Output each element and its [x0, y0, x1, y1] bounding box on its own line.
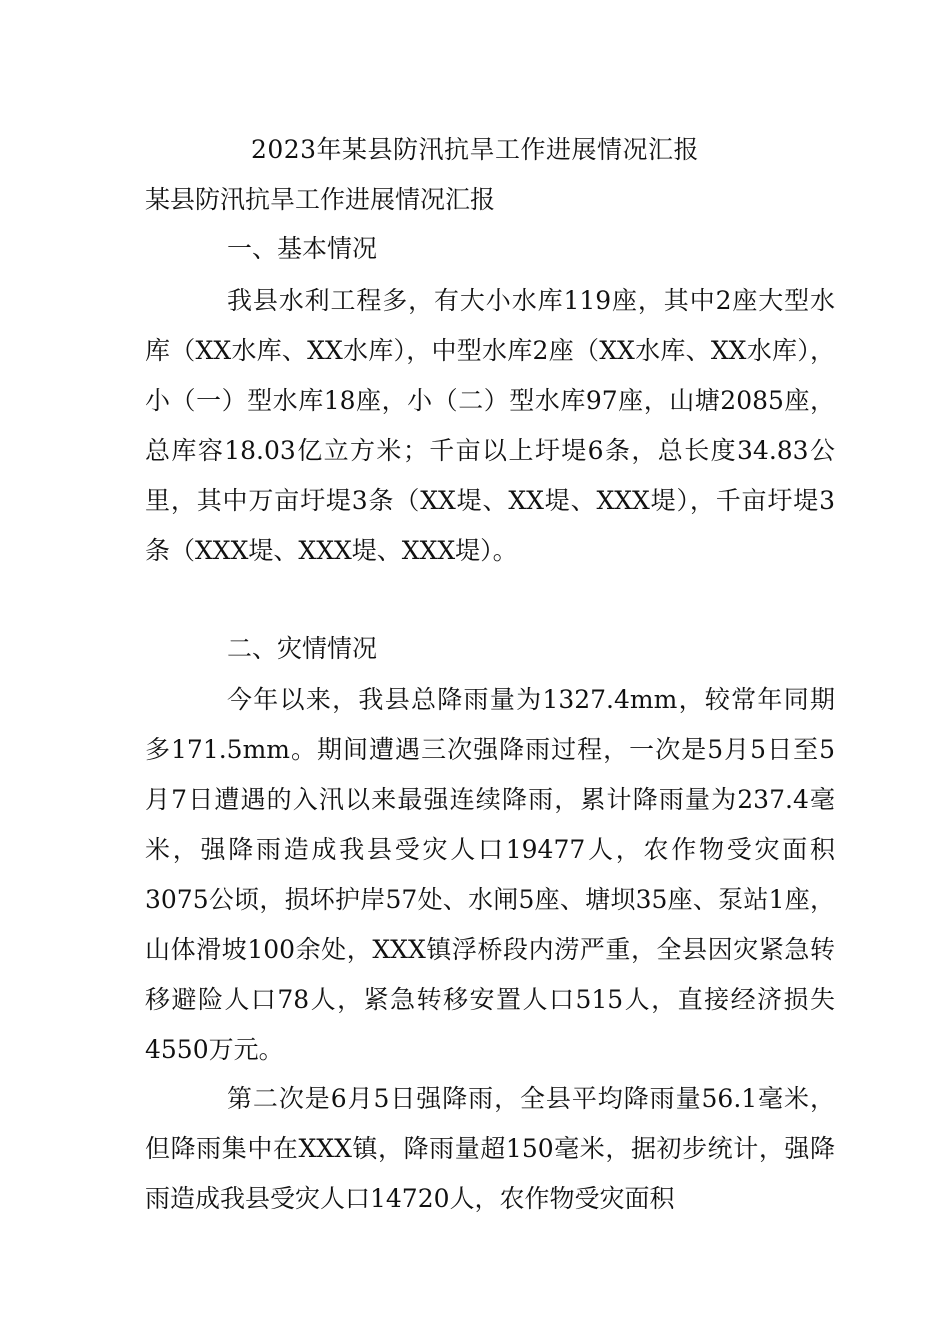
section-heading-basic: 一、基本情况 [227, 234, 378, 263]
paragraph-disaster-first: 今年以来，我县总降雨量为1327.4mm，较常年同期多171.5mm。期间遭遇三次强降雨过程，一次是5月5日至5月7日遭遇的入汛以来最强连续降雨，累计降雨量为237.4毫米，强降雨造成我县受灾人口19477人，农作物受灾面积3075公顷，损坏护岸57处、水闸5座、塘坝35座、泵站1座，山体滑坡100余处，XXX镇浮桥段内涝严重，全县因灾紧急转移避险人口78人，紧急转移安置人口515人，直接经济损失4550万元。 [145, 685, 835, 1064]
document-title: 2023年某县防汛抗旱工作进展情况汇报 [250, 135, 700, 164]
paragraph-disaster-second: 第二次是6月5日强降雨，全县平均降雨量56.1毫米，但降雨集中在XXX镇，降雨量超150毫米，据初步统计，强降雨造成我县受灾人口14720人，农作物受灾面积 [145, 1084, 835, 1213]
document-subtitle: 某县防汛抗旱工作进展情况汇报 [145, 185, 496, 214]
section-heading-disaster: 二、灾情情况 [227, 634, 378, 663]
paragraph-basic-situation: 我县水利工程多，有大小水库119座，其中2座大型水库（XX水库、XX水库），中型水库2座（XX水库、XX水库），小（一）型水库18座，小（二）型水库97座，山塘2085座，总库容18.03亿立方米；千亩以上圩堤6条，总长度34.83公里，其中万亩圩堤3条（XX堤、XX堤、XXX堤），千亩圩堤3条（XXX堤、XXX堤、XXX堤）。 [145, 286, 835, 565]
